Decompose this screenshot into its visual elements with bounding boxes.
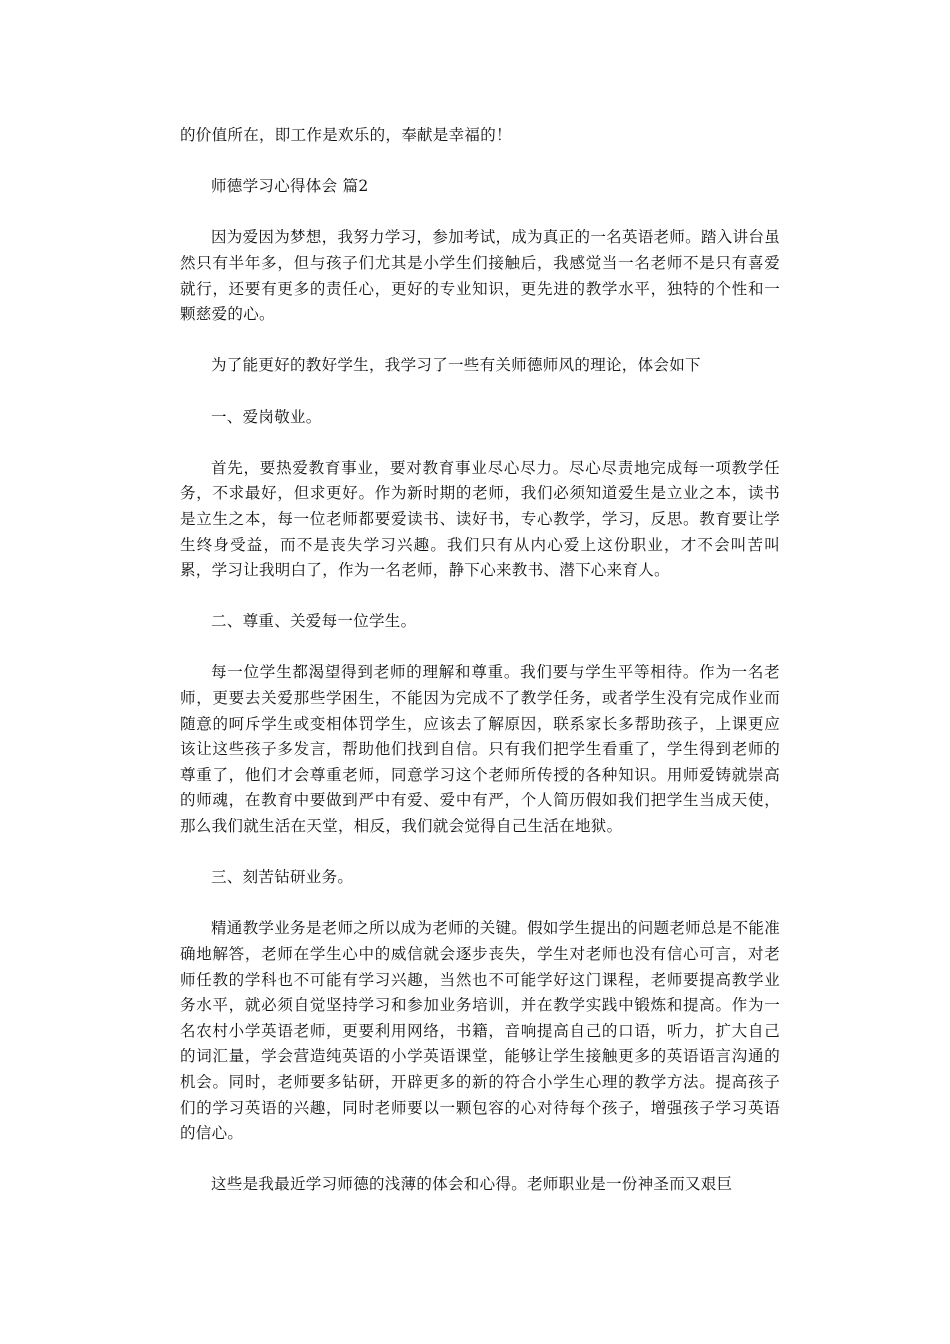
paragraph-point-1: 首先，要热爱教育事业，要对教育事业尽心尽力。尽心尽责地完成每一项教学任务，不求最好，但求更好。作为新时期的老师，我们必须知道爱生是立业之本，读书是立生之本，每一位老师都要爱读书、读好书，专心教学，学习，反思。教育要让学生终身受益，而不是丧失学习兴趣。我们只有从内心爱上这份职业，才不会叫苦叫累，学习让我明白了，作为一名老师，静下心来教书、潜下心来育人。	[180, 458, 780, 580]
paragraph-point-3: 精通教学业务是老师之所以成为老师的关键。假如学生提出的问题老师总是不能准确地解答，老师在学生心中的威信就会逐步丧失，学生对老师也没有信心可言，对老师任教的学科也不可能有学习兴趣，当然也不可能学好这门课程，老师要提高教学业务水平，就必须自觉坚持学习和参加业务培训，并在教学实践中锻炼和提高。作为一名农村小学英语老师，更要利用网络，书籍，音响提高自己的口语，听力，扩大自己的词汇量，学会营造纯英语的小学英语课堂，能够让学生接触更多的英语语言沟通的机会。同时，老师要多钻研，开辟更多的新的符合小学生心理的教学方法。提高孩子们的学习英语的兴趣，同时老师要以一颗包容的心对待每个孩子，增强孩子学习英语的信心。	[180, 919, 780, 1143]
paragraph-continuation: 的价值所在，即工作是欢乐的，奉献是幸福的！	[180, 126, 512, 144]
document-body	[180, 123, 780, 1224]
heading-point-1: 一、爱岗敬业。	[211, 407, 322, 426]
paragraph-closing: 这些是我最近学习师德的浅薄的体会和心得。老师职业是一份神圣而又艰巨	[211, 1175, 733, 1194]
section-title: 师德学习心得体会 篇2	[211, 177, 369, 196]
paragraph-lead-in: 为了能更好的教好学生，我学习了一些有关师德师风的理论，体会如下	[211, 356, 701, 375]
heading-point-3: 三、刻苦钻研业务。	[211, 868, 354, 887]
heading-point-2: 二、尊重、关爱每一位学生。	[211, 612, 417, 631]
paragraph-point-2: 每一位学生都渴望得到老师的理解和尊重。我们要与学生平等相待。作为一名老师，更要去关爱那些学困生，不能因为完成不了教学任务，或者学生没有完成作业而随意的呵斥学生或变相体罚学生，应该去了解原因，联系家长多帮助孩子，上课更应该让这些孩子多发言，帮助他们找到自信。只有我们把学生看重了，学生得到老师的尊重了，他们才会尊重老师，同意学习这个老师所传授的各种知识。用师爱铸就崇高的师魂，在教育中要做到严中有爱、爱中有严，个人简历假如我们把学生当成天使，那么我们就生活在天堂，相反，我们就会觉得自己生活在地狱。	[180, 663, 780, 836]
paragraph-intro: 因为爱因为梦想，我努力学习，参加考试，成为真正的一名英语老师。踏入讲台虽然只有半年多，但与孩子们尤其是小学生们接触后，我感觉当一名老师不是只有喜爱就行，还要有更多的责任心，更好的专业知识，更先进的教学水平，独特的个性和一颗慈爱的心。	[180, 228, 780, 324]
